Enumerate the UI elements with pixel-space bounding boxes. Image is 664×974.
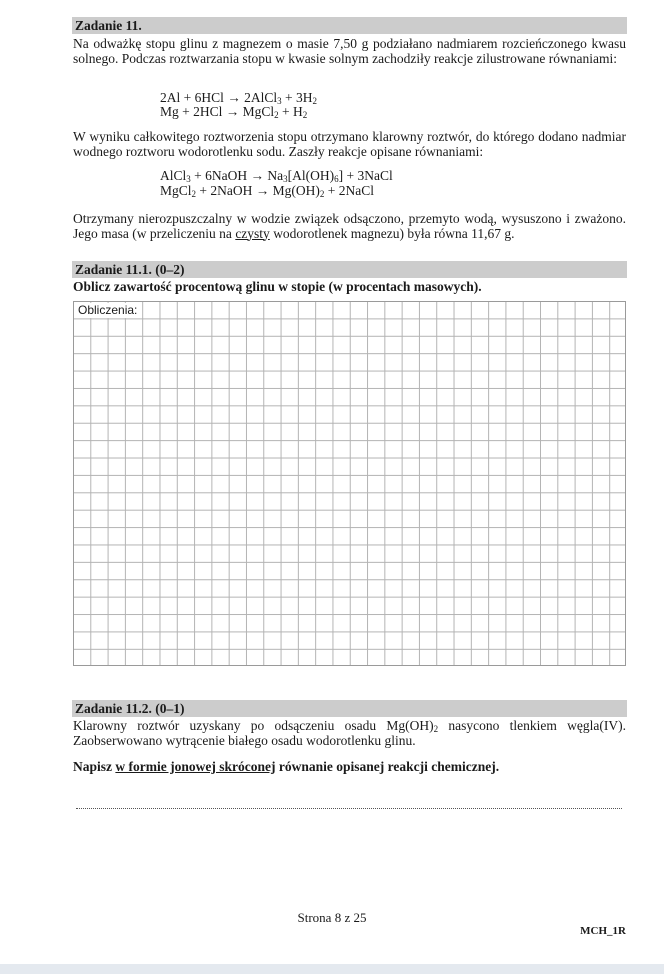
- task-11-1-header: Zadanie 11.1. (0–2): [72, 261, 627, 278]
- page-number: Strona 8 z 25: [297, 910, 367, 925]
- task-11-1-instruction: Oblicz zawartość procentową glinu w stopie (w procentach masowych).: [73, 279, 482, 294]
- answer-line[interactable]: [76, 808, 622, 809]
- task-11-2-text: Klarowny roztwór uzyskany po odsączeniu osadu $Mg(OH)_2$ nasycono tlenkiem węgla(IV). Zaobserwowano wytrącenie białego osadu wodorotlenku glinu.: [73, 718, 626, 748]
- task-11-final: Otrzymany nierozpuszczalny w wodzie związek odsączono, przemyto wodą, wysuszono i zważono. Jego masa (w przeliczeniu na czysty wodorotlenek magnezu) była równa 11,67 g.: [73, 211, 626, 241]
- task-11-2-header: Zadanie 11.2. (0–1): [72, 700, 627, 717]
- equation-1: 2Al + 6HCl → 2AlCl$_3$ + $3H_2$: [160, 90, 317, 106]
- grid-label: Obliczenia:: [78, 303, 138, 317]
- exam-code: MCH_1R: [580, 925, 626, 937]
- task-11-header: Zadanie 11.: [72, 17, 627, 34]
- calculation-grid[interactable]: [73, 301, 626, 666]
- equation-3: AlCl$_3$ + 6NaOH → $Na_3[Al(OH)_6]$ + 3NaCl: [160, 168, 393, 184]
- equation-2: Mg + 2HCl → MgCl$_2$ + $H_2$: [160, 104, 308, 120]
- task-11-intro: Na odważkę stopu glinu z magnezem o masie 7,50 g podziałano nadmiarem rozcieńczonego kwasu solnego. Podczas roztwarzania stopu w kwasie solnym zachodziły reakcje zilustrowane równaniami:: [73, 36, 626, 66]
- task-11-2-instruction: Napisz w formie jonowej skróconej równanie opisanej reakcji chemicznej.: [73, 759, 500, 774]
- task-11-middle: W wyniku całkowitego roztworzenia stopu otrzymano klarowny roztwór, do którego dodano nadmiar wodnego roztworu wodorotlenku sodu. Zaszły reakcje opisane równaniami:: [73, 129, 626, 159]
- equation-4: MgCl$_2$ + 2NaOH → $Mg(OH)_2$ + 2NaCl: [160, 183, 374, 199]
